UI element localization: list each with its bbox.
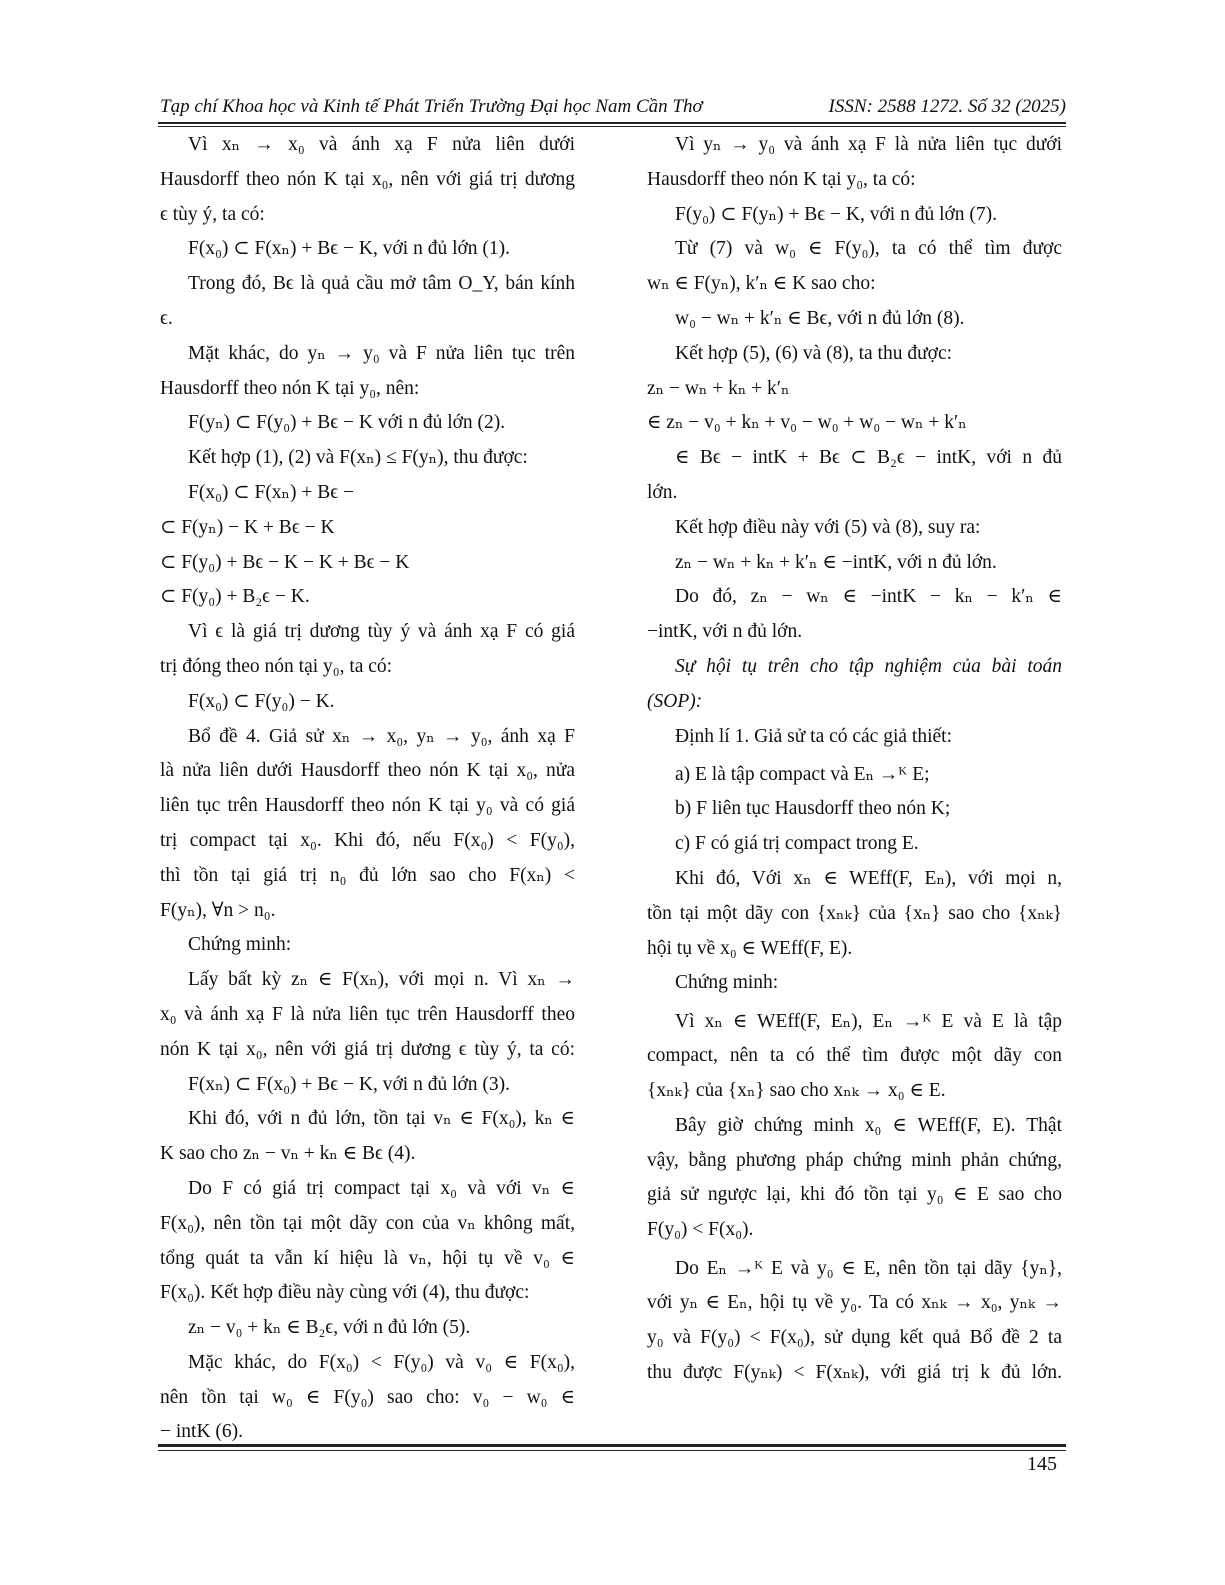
text-line: wₙ ∈ F(yₙ), k′ₙ ∈ K sao cho: [647,273,876,295]
text-line: hội tụ về x₀ ∈ WEff(F, E). [647,937,853,959]
text-line: (SOP): [647,690,703,712]
text-line: F(x₀) ⊂ F(y₀) − K. [188,690,335,712]
text-line: nón K tại x₀, nên với giá trị dương ϵ tùy ý, ta có: [160,1038,575,1060]
text-line: F(x₀). Kết hợp điều này cùng với (4), thu được: [160,1282,530,1304]
text-line: Vì xₙ ∈ WEff(F, Eₙ), Eₙ →ᴷ E và E là tập [675,1011,1062,1033]
text-line: Do Eₙ →ᴷ E và y₀ ∈ E, nên tồn tại dãy {yₙ}, [675,1257,1062,1279]
text-line: c) F có giá trị compact trong E. [675,833,919,855]
text-line: y₀ và F(y₀) < F(x₀), sử dụng kết quả Bổ đề 2 ta [647,1326,1062,1348]
text-line: F(x₀) ⊂ F(xₙ) + Bϵ − K, với n đủ lớn (1). [188,238,511,260]
text-line: ⊂ F(y₀) + B₂ϵ − K. [160,586,310,608]
text-line: F(x₀) ⊂ F(xₙ) + Bϵ − [188,481,355,503]
text-line: Kết hợp (5), (6) và (8), ta thu được: [675,342,953,364]
footer-rule [158,1444,1066,1447]
text-line: −intK, với n đủ lớn. [647,621,803,643]
text-line: Sự hội tụ trên cho tập nghiệm của bài toán [675,655,1062,677]
text-line: Trong đó, Bϵ là quả cầu mở tâm O_Y, bán kính [188,273,575,295]
text-line: Hausdorff theo nón K tại x₀, nên với giá trị dương [160,168,575,190]
text-line: Bây giờ chứng minh x₀ ∈ WEff(F, E). Thật [675,1114,1062,1136]
journal-title: Tạp chí Khoa học và Kinh tế Phát Triển Trường Đại học Nam Cần Thơ [160,96,703,117]
text-line: thì tồn tại giá trị n₀ đủ lớn sao cho F(xₙ) < [160,864,575,886]
text-line: F(x₀), nên tồn tại một dãy con của vₙ không mất, [160,1212,575,1234]
text-line: Mặt khác, do yₙ → y₀ và F nửa liên tục trên [188,342,575,364]
footer-rule-thin [158,1450,1066,1451]
text-line: Bổ đề 4. Giả sử xₙ → x₀, yₙ → y₀, ánh xạ F [188,725,575,747]
text-line: vậy, bằng phương pháp chứng minh phản chứng, [647,1149,1062,1171]
text-line: {xₙₖ} của {xₙ} sao cho xₙₖ → x₀ ∈ E. [647,1079,946,1101]
text-line: ⊂ F(y₀) + Bϵ − K − K + Bϵ − K [160,551,410,573]
text-line: ϵ. [160,307,173,329]
text-line: F(yₙ), ∀n > n₀. [160,899,276,921]
text-line: Khi đó, Với xₙ ∈ WEff(F, Eₙ), với mọi n, [675,867,1062,889]
text-line: Vì xₙ → x₀ và ánh xạ F nửa liên dưới [188,134,575,155]
text-line: a) E là tập compact và Eₙ →ᴷ E; [675,764,930,786]
text-line: lớn. [647,481,678,503]
text-line: F(y₀) ⊂ F(yₙ) + Bϵ − K, với n đủ lớn (7). [675,203,998,225]
text-line: liên tục trên Hausdorff theo nón K tại y₀ và có giá [160,795,575,817]
text-line: trị đóng theo nón tại y₀, ta có: [160,655,393,677]
text-line: x₀ và ánh xạ F là nửa liên tục trên Hausdorff theo [160,1003,575,1025]
text-line: b) F liên tục Hausdorff theo nón K; [675,798,951,820]
text-line: Chứng minh: [675,972,779,994]
text-line: với yₙ ∈ Eₙ, hội tụ về y₀. Ta có xₙₖ → x₀, yₙₖ → [647,1291,1062,1313]
text-line: tồn tại một dãy con {xₙₖ} của {xₙ} sao cho {xₙₖ} [647,902,1062,924]
text-line: Lấy bất kỳ zₙ ∈ F(xₙ), với mọi n. Vì xₙ → [188,969,575,991]
text-line: Chứng minh: [188,934,292,956]
text-line: ⊂ F(yₙ) − K + Bϵ − K [160,516,335,538]
text-line: − intK (6). [160,1421,244,1443]
text-line: compact, nên ta có thể tìm được một dãy con [647,1045,1062,1067]
text-line: zₙ − wₙ + kₙ + k′ₙ [647,377,790,399]
text-line: w₀ − wₙ + k′ₙ ∈ Bϵ, với n đủ lớn (8). [675,307,965,329]
text-line: trị compact tại x₀. Khi đó, nếu F(x₀) < F(y₀), [160,829,575,851]
text-line: Do F có giá trị compact tại x₀ và với vₙ ∈ [188,1177,575,1199]
text-line: ∈ zₙ − v₀ + kₙ + v₀ − w₀ + w₀ − wₙ + k′ₙ [647,412,967,434]
text-line: là nửa liên dưới Hausdorff theo nón K tại x₀, nửa [160,760,575,782]
text-line: ϵ tùy ý, ta có: [160,203,265,225]
text-line: Vì yₙ → y₀ và ánh xạ F là nửa liên tục dưới [675,134,1062,155]
text-line: thu được F(yₙₖ) < F(xₙₖ), với giá trị k đủ lớn. [647,1361,1062,1383]
text-line: Vì ϵ là giá trị dương tùy ý và ánh xạ F có giá [188,621,575,643]
text-line: Khi đó, với n đủ lớn, tồn tại vₙ ∈ F(x₀), kₙ ∈ [188,1108,575,1130]
page-number: 145 [1027,1453,1057,1475]
text-line: Định lí 1. Giả sử ta có các giả thiết: [675,725,952,747]
text-line: K sao cho zₙ − vₙ + kₙ ∈ Bϵ (4). [160,1143,416,1165]
text-line: Từ (7) và w₀ ∈ F(y₀), ta có thể tìm được [675,238,1062,260]
text-line: ∈ Bϵ − intK + Bϵ ⊂ B₂ϵ − intK, với n đủ [675,447,1062,469]
text-line: giả sử ngược lại, khi đó tồn tại y₀ ∈ E sao cho [647,1184,1062,1206]
text-line: zₙ − wₙ + kₙ + k′ₙ ∈ −intK, với n đủ lớn. [675,551,997,573]
issn-issue: ISSN: 2588 1272. Số 32 (2025) [828,96,1066,117]
text-line: Hausdorff theo nón K tại y₀, ta có: [647,168,916,190]
text-line: Do đó, zₙ − wₙ ∈ −intK − kₙ − k′ₙ ∈ [675,586,1062,608]
left-column [160,128,575,1450]
text-line: F(xₙ) ⊂ F(x₀) + Bϵ − K, với n đủ lớn (3). [188,1073,511,1095]
text-line: nên tồn tại w₀ ∈ F(y₀) sao cho: v₀ − w₀ ∈ [160,1386,575,1408]
text-line: tổng quát ta vẫn kí hiệu là vₙ, hội tụ về v₀ ∈ [160,1247,575,1269]
header-rule-thin [158,126,1066,127]
text-line: zₙ − v₀ + kₙ ∈ B₂ϵ, với n đủ lớn (5). [188,1317,471,1339]
text-line: Mặc khác, do F(x₀) < F(y₀) và v₀ ∈ F(x₀), [188,1351,575,1373]
text-line: Hausdorff theo nón K tại y₀, nên: [160,377,420,399]
right-column [647,128,1062,1390]
text-line: F(yₙ) ⊂ F(y₀) + Bϵ − K với n đủ lớn (2). [188,412,506,434]
text-line: Kết hợp (1), (2) và F(xₙ) ≤ F(yₙ), thu được: [188,447,528,469]
text-line: Kết hợp điều này với (5) và (8), suy ra: [675,516,981,538]
header-rule [158,122,1066,124]
text-line: F(y₀) < F(x₀). [647,1219,754,1241]
